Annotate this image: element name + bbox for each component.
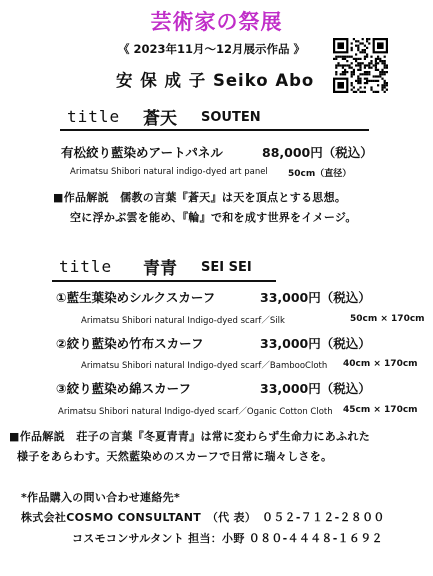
section1-work-name: 有松絞り藍染めアートパネル: [61, 145, 223, 160]
item2-name: ②絞り藍染め竹布スカーフ: [56, 336, 204, 351]
section2-title-jp: 青青: [143, 259, 177, 279]
item1-description: Arimatsu Shibori natural Indigo-dyed scarf／Silk: [81, 316, 285, 326]
item1-name: ①藍生葉染めシルクスカーフ: [56, 290, 216, 305]
section1-price: 88,000円（税込）: [262, 145, 373, 160]
section1-title-word: title: [67, 107, 121, 126]
contact-company: 株式会社COSMO CONSULTANT （代 表） ０５２-７１２-２８００: [21, 511, 385, 524]
section1-title-jp: 蒼天: [143, 109, 177, 129]
section1-underline: [60, 129, 369, 131]
item2-description: Arimatsu Shibori natural Indigo-dyed scarf／BambooCloth: [81, 361, 328, 371]
section2-title-word: title: [59, 257, 113, 276]
section2-title-en: SEI SEI: [201, 260, 252, 275]
exhibition-period: 《 2023年11月～12月展示作品 》: [118, 42, 306, 56]
item2-size: 40cm × 170cm: [343, 359, 418, 369]
item3-description: Arimatsu Shibori natural Indigo-dyed scarf／Oganic Cotton Cloth: [58, 407, 333, 417]
section2-commentary-line1: ■作品解説 荘子の言葉『冬夏青青』は常に変わらず生命力にあふれた: [9, 430, 370, 443]
item1-price: 33,000円（税込）: [260, 290, 371, 305]
section1-title-en: SOUTEN: [201, 110, 261, 125]
item3-name: ③絞り藍染め綿スカーフ: [56, 381, 191, 396]
artist-name: 安 保 成 子 Seiko Abo: [116, 71, 315, 90]
section1-commentary-line2: 空に浮かぶ雲を能め、『輪』で和を成す世界をイメージ。: [70, 211, 357, 224]
section1-size: 50cm（直径）: [288, 169, 352, 179]
section1-description: Arimatsu Shibori natural indigo-dyed art panel: [70, 167, 268, 177]
item2-price: 33,000円（税込）: [260, 336, 371, 351]
item1-size: 50cm × 170cm: [350, 314, 425, 324]
qr-code-icon[interactable]: [333, 38, 388, 93]
exhibition-title: 芸術家の祭展: [150, 10, 283, 34]
contact-person: コスモコンサルタント 担当：小野 ０８０-４４４８-１６９２: [72, 532, 383, 545]
item3-price: 33,000円（税込）: [260, 381, 371, 396]
section1-commentary-line1: ■作品解説 儒教の言葉『蒼天』は天を頂点とする思想。: [53, 191, 347, 204]
section2-commentary-line2: 様子をあらわす。天然藍染めのスカーフで日常に瑞々しさを。: [17, 450, 333, 463]
contact-heading: *作品購入の問い合わせ連絡先*: [21, 491, 181, 504]
item3-size: 45cm × 170cm: [343, 405, 418, 415]
section2-underline: [52, 280, 276, 282]
